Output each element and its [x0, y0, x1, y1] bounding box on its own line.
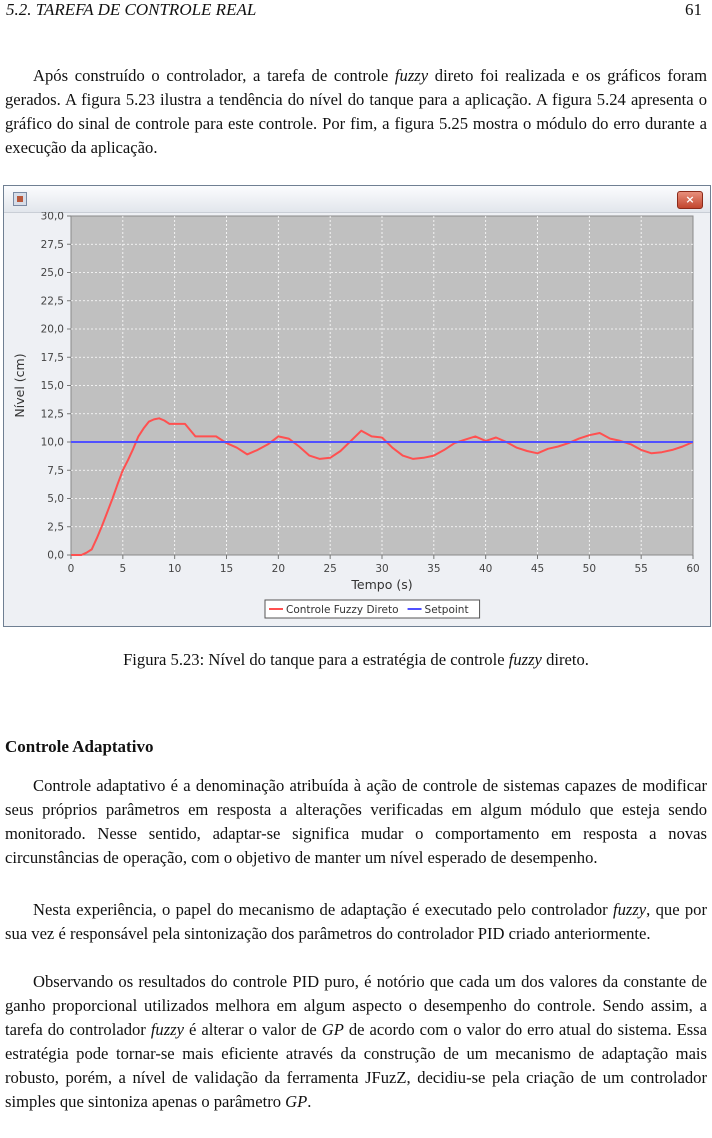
text-run-italic: fuzzy: [508, 650, 542, 669]
text-run: de acordo com o valor do erro atual do sistema. Essa estratégia pode tornar-se mais eficiente através da construção de um mecanismo de adaptação mais robusto, porém, a nível de validação da ferramenta JFuzZ, decidiu-se pela criação de um controlador simples que sintoniza apenas o parâmetro: [5, 1020, 707, 1111]
y-tick-label: 2,5: [47, 521, 64, 534]
header-page-number: 61: [685, 0, 702, 19]
legend-label: Controle Fuzzy Direto: [286, 604, 399, 616]
y-tick-label: 10,0: [40, 436, 64, 449]
x-tick-label: 55: [634, 563, 648, 575]
y-tick-label: 20,0: [40, 323, 64, 336]
x-tick-label: 15: [219, 563, 234, 575]
y-tick-label: 22,5: [40, 295, 64, 308]
level-chart: [4, 212, 710, 626]
text-run-italic: fuzzy: [612, 900, 647, 919]
text-run-italic: fuzzy: [394, 66, 429, 85]
y-tick-label: 25,0: [40, 267, 64, 279]
text-run: Nesta experiência, o papel do mecanismo de adaptação é executado pelo controlador: [33, 900, 613, 919]
text-run: Após construído o controlador, a tarefa de controle: [33, 66, 395, 85]
x-axis-label: Tempo (s): [351, 577, 413, 592]
y-tick-label: 15,0: [40, 380, 64, 392]
y-tick-label: 7,5: [47, 464, 64, 477]
figure-caption: [0, 650, 712, 670]
text-run: é alterar o valor de: [184, 1020, 322, 1039]
window-titlebar: [4, 186, 710, 213]
header-section: 5.2. TAREFA DE CONTROLE REAL: [6, 0, 257, 19]
x-tick-label: 5: [119, 563, 127, 575]
y-axis-label: Nível (cm): [12, 353, 27, 418]
text-run-italic: GP: [285, 1092, 308, 1111]
text-run: direto foi realizada e os gráficos foram gerados. A figura 5.23 ilustra a tendência do nível do tanque para a aplicação. A figura 5.24 apresenta o gráfico do sinal de controle para este controle. Por fim, a figura 5.25 mostra o módulo do erro durante a execução da aplicação.: [5, 66, 707, 157]
paragraph-experience: [5, 898, 707, 946]
text-run: , que por sua vez é responsável pela sintonização dos parâmetros do controlador PID criado anteriormente.: [5, 900, 707, 943]
x-tick-label: 20: [271, 563, 286, 575]
text-run-italic: fuzzy: [150, 1020, 184, 1039]
x-tick-label: 40: [478, 563, 493, 575]
y-tick-label: 17,5: [40, 351, 64, 364]
x-tick-label: 60: [686, 563, 700, 575]
close-button[interactable]: ×: [677, 191, 703, 209]
x-tick-label: 50: [582, 563, 597, 575]
paragraph-adaptive-definition: Controle adaptativo é a denominação atribuída à ação de controle de sistemas capazes de modificar seus próprios parâmetros em resposta a alterações verificadas em algum módulo que esteja sendo monitorado. Nesse sentido, adaptar-se significa mudar o comportamento em resposta a novas circunstâncias de operação, com o objetivo de manter um nível esperado de desempenho.: [5, 776, 707, 867]
paragraph-pid-observation: [5, 970, 707, 1114]
java-app-icon: [13, 192, 27, 206]
x-tick-label: 0: [67, 563, 75, 575]
text-run-italic: GP: [321, 1020, 344, 1039]
x-tick-label: 35: [427, 563, 441, 575]
text-run: Figura 5.23: Nível do tanque para a estratégia de controle: [123, 650, 509, 669]
text-run: .: [307, 1092, 312, 1111]
y-tick-label: 12,5: [40, 408, 64, 421]
section-title: Controle Adaptativo: [5, 737, 154, 756]
chart-window: [3, 185, 711, 627]
y-tick-label: 27,5: [40, 238, 64, 251]
y-tick-label: 0,0: [47, 549, 64, 562]
intro-paragraph: [5, 64, 707, 160]
x-tick-label: 10: [167, 563, 182, 575]
text-run: direto.: [541, 650, 589, 669]
text-run: Observando os resultados do controle PID puro, é notório que cada um dos valores da constante de ganho proporcional utilizados melhora em algum aspecto o desempenho do controle. Sendo assim, a tarefa do controlador: [5, 972, 707, 1039]
x-tick-label: 45: [530, 563, 545, 575]
running-header: [6, 0, 706, 24]
x-tick-label: 30: [375, 563, 389, 575]
legend-label: Setpoint: [424, 604, 469, 616]
x-tick-label: 25: [323, 563, 337, 575]
y-tick-label: 30,0: [40, 212, 64, 223]
y-tick-label: 5,0: [47, 493, 64, 505]
